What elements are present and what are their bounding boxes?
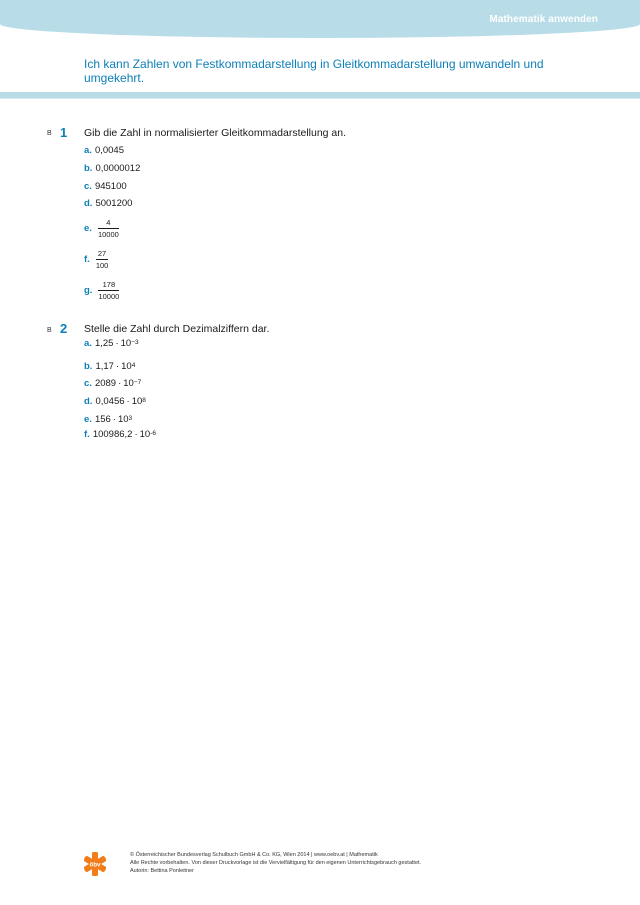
rights-line: Alle Rechte vorbehalten. Von dieser Druckvorlage ist die Vervielfältigung für den eigenen Unterrichtsgebrauch gestattet. [130, 860, 422, 866]
mantissa: 156 [94, 414, 111, 425]
learning-goal: Ich kann Zahlen von Festkommadarstellung in Gleitkommadarstellung umwandeln und umgekehrt. [84, 57, 544, 85]
fraction-numerator: 4 [106, 218, 111, 227]
fraction-denominator: 100 [95, 260, 109, 270]
item-letter: a. [84, 338, 92, 349]
mantissa: 0,0456 [95, 396, 125, 407]
power-base: 10 [120, 338, 132, 349]
fraction [98, 280, 119, 301]
item-letter: f. [84, 429, 90, 440]
fraction [98, 218, 119, 239]
power-base: 10 [123, 378, 134, 389]
logo-text: öbv [89, 862, 101, 869]
list-item [84, 396, 146, 407]
task-marker: B [47, 327, 52, 334]
item-value: 0,0045 [94, 145, 124, 156]
item-letter: f. [84, 253, 90, 265]
fraction [96, 249, 109, 270]
item-letter: g. [84, 284, 93, 296]
task-instruction: Stelle die Zahl durch Dezimalziffern dar. [84, 323, 270, 335]
item-letter: d. [84, 198, 93, 209]
item-value: 945100 [94, 181, 127, 192]
item-letter: b. [84, 163, 93, 174]
list-item [84, 338, 139, 349]
item-letter: c. [84, 378, 92, 389]
item-letter: c. [84, 181, 92, 192]
power-base: 10 [131, 396, 143, 407]
multiply-dot: · [126, 396, 130, 407]
multiply-dot: · [134, 429, 138, 440]
list-item [84, 181, 127, 192]
multiply-dot: · [112, 414, 116, 425]
multiply-dot: · [118, 378, 122, 389]
list-item [84, 280, 119, 301]
list-item [84, 163, 140, 174]
author-line: Autorin: Bettina Ponleitner [130, 868, 194, 874]
list-item [84, 249, 108, 270]
list-item [84, 145, 124, 156]
multiply-dot: · [115, 338, 119, 349]
power-base: 10 [139, 429, 151, 440]
task-instruction: Gib die Zahl in normalisierter Gleitkommadarstellung an. [84, 127, 347, 139]
header-stripe-shadow [0, 98, 640, 99]
item-letter: a. [84, 145, 92, 156]
power-exponent: 3 [128, 415, 133, 422]
item-letter: e. [84, 414, 92, 425]
mantissa: 1,17 [95, 361, 114, 372]
copyright-notice [130, 851, 570, 875]
fraction-denominator: 10000 [97, 229, 119, 239]
power-exponent: -6 [150, 430, 156, 437]
item-letter: b. [84, 361, 93, 372]
list-item [84, 429, 156, 440]
section-label: Mathematik anwenden [489, 14, 598, 25]
list-item [84, 378, 141, 389]
power-base: 10 [121, 361, 132, 372]
power-base: 10 [117, 414, 129, 425]
list-item [84, 361, 135, 372]
fraction-numerator: 178 [102, 280, 116, 289]
task-number: 1 [60, 125, 68, 140]
power-exponent: −7 [133, 379, 142, 386]
list-item [84, 414, 132, 425]
copyright-line: © Österreichischer Bundesverlag Schulbuch GmbH & Co. KG, Wien 2014 | www.oebv.at | Mathematik [130, 852, 378, 858]
item-letter: d. [84, 396, 93, 407]
multiply-dot: · [115, 361, 120, 372]
task-marker: B [47, 130, 52, 137]
power-exponent: 8 [142, 397, 146, 404]
publisher-logo-icon [84, 852, 106, 876]
list-item [84, 198, 132, 209]
fraction-numerator: 27 [97, 249, 107, 258]
list-item [84, 218, 119, 239]
mantissa: 100986,2 [92, 429, 133, 440]
fraction-denominator: 10000 [98, 291, 120, 301]
item-letter: e. [84, 222, 92, 234]
power-exponent: 4 [131, 362, 136, 369]
item-value: 0,0000012 [95, 163, 141, 174]
power-exponent: −3 [131, 339, 139, 346]
task-number: 2 [60, 321, 68, 336]
mantissa: 1,25 [94, 338, 114, 349]
mantissa: 2089 [94, 378, 117, 389]
item-value: 5001200 [95, 198, 133, 209]
